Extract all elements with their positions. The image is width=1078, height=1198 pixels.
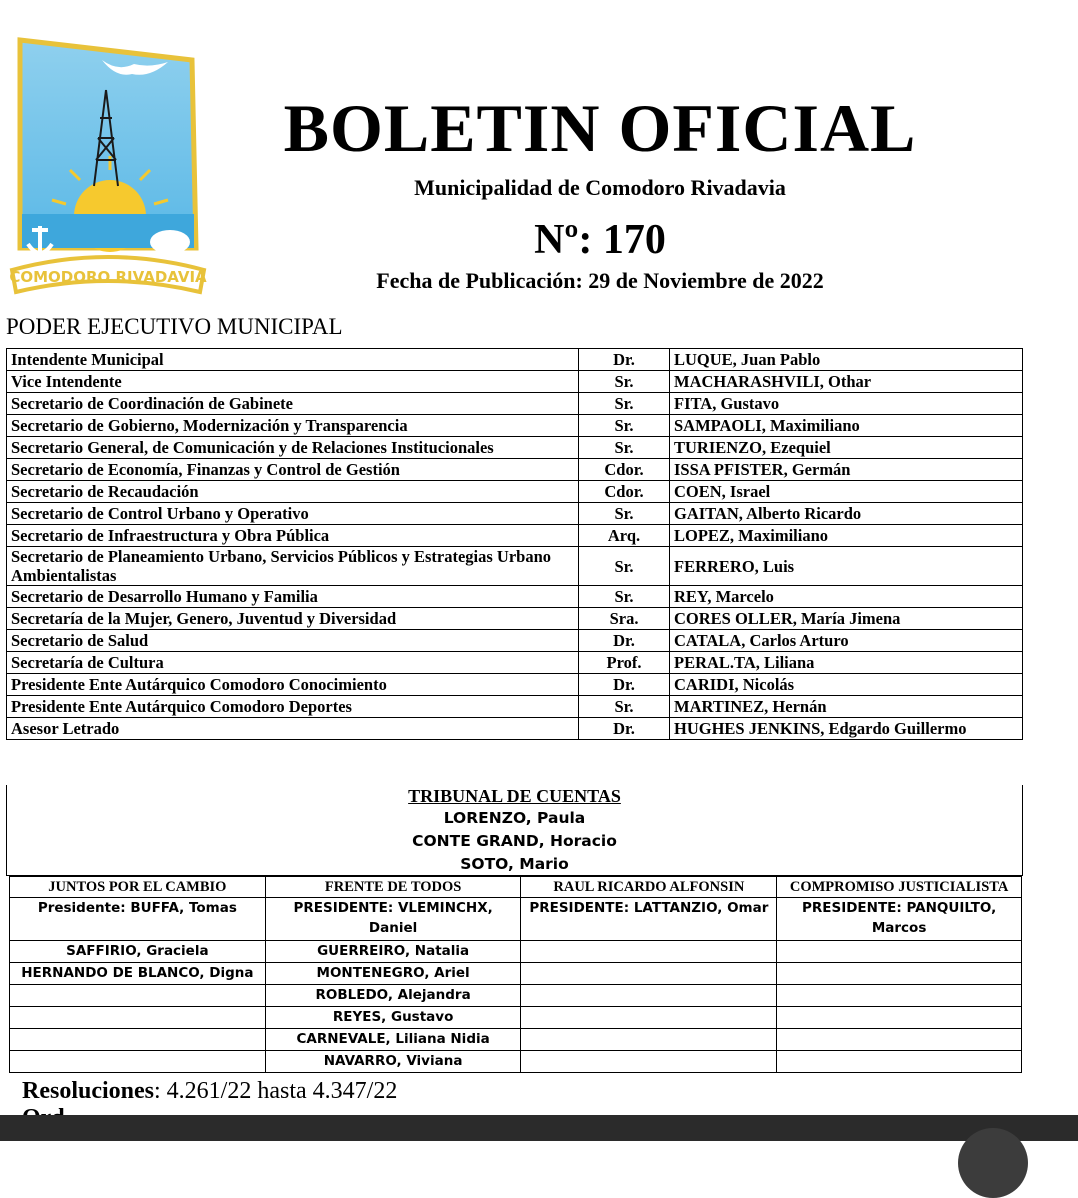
tribunal-member: LORENZO, Paula — [443, 809, 586, 827]
executive-row — [7, 630, 1023, 652]
executive-title: Sr. — [579, 415, 670, 437]
tribunal-title: TRIBUNAL DE CUENTAS — [408, 786, 621, 806]
executive-row — [7, 608, 1023, 630]
bottom-bar — [0, 1115, 1078, 1141]
bloc-member — [521, 1029, 777, 1051]
bloc-member-row — [10, 1007, 1022, 1029]
executive-title: Arq. — [579, 525, 670, 547]
executive-role: Secretario de Coordinación de Gabinete — [7, 393, 579, 415]
municipal-crest-logo — [10, 38, 206, 300]
bloc-header: COMPROMISO JUSTICIALISTA — [777, 877, 1022, 898]
executive-role: Secretario de Desarrollo Humano y Familia — [7, 586, 579, 608]
bloc-member: GUERREIRO, Natalia — [265, 941, 521, 963]
floating-action-circle[interactable] — [958, 1128, 1028, 1198]
executive-name: FERRERO, Luis — [670, 547, 1023, 586]
bloc-header: FRENTE DE TODOS — [265, 877, 521, 898]
publication-date: Fecha de Publicación: 29 de Noviembre de 2022 — [376, 268, 824, 293]
executive-role: Secretaría de Cultura — [7, 652, 579, 674]
bloc-president: Presidente: BUFFA, Tomas — [10, 898, 266, 941]
bloc-member — [777, 1051, 1022, 1073]
executive-row — [7, 696, 1023, 718]
executive-title: Sr. — [579, 437, 670, 459]
section-title: PODER EJECUTIVO MUNICIPAL — [6, 314, 343, 339]
tribunal-de-cuentas — [6, 785, 1023, 876]
executive-row — [7, 525, 1023, 547]
bloc-member — [777, 963, 1022, 985]
resoluciones-value: : 4.261/22 hasta 4.347/22 — [154, 1078, 398, 1104]
tribunal-member: SOTO, Mario — [460, 855, 569, 873]
bloc-header: RAUL RICARDO ALFONSIN — [521, 877, 777, 898]
executive-row — [7, 437, 1023, 459]
executive-name: REY, Marcelo — [670, 586, 1023, 608]
executive-role: Secretario General, de Comunicación y de Relaciones Institucionales — [7, 437, 579, 459]
executive-row — [7, 481, 1023, 503]
executive-role: Asesor Letrado — [7, 718, 579, 740]
bloc-member — [777, 1007, 1022, 1029]
executive-row — [7, 547, 1023, 586]
executive-role: Secretario de Economía, Finanzas y Control de Gestión — [7, 459, 579, 481]
executive-role: Intendente Municipal — [7, 349, 579, 371]
bloc-member-row — [10, 963, 1022, 985]
bloc-member-row — [10, 1029, 1022, 1051]
bloc-member — [521, 985, 777, 1007]
bloc-member — [521, 1051, 777, 1073]
executive-name: CATALA, Carlos Arturo — [670, 630, 1023, 652]
executive-title: Sr. — [579, 586, 670, 608]
executive-title: Sra. — [579, 608, 670, 630]
executive-title: Prof. — [579, 652, 670, 674]
executive-name: TURIENZO, Ezequiel — [670, 437, 1023, 459]
bloc-member-row — [10, 1051, 1022, 1073]
executive-name: GAITAN, Alberto Ricardo — [670, 503, 1023, 525]
executive-name: HUGHES JENKINS, Edgardo Guillermo — [670, 718, 1023, 740]
executive-name: SAMPAOLI, Maximiliano — [670, 415, 1023, 437]
executive-row — [7, 371, 1023, 393]
bloc-member: CARNEVALE, Liliana Nidia — [265, 1029, 521, 1051]
bloc-member — [777, 1029, 1022, 1051]
bulletin-number: Nº: 170 — [534, 217, 666, 263]
executive-row — [7, 718, 1023, 740]
bloc-president: PRESIDENTE: LATTANZIO, Omar — [521, 898, 777, 941]
executive-name: FITA, Gustavo — [670, 393, 1023, 415]
executive-title: Dr. — [579, 718, 670, 740]
bloc-member — [521, 963, 777, 985]
executive-title: Sr. — [579, 393, 670, 415]
executive-name: LUQUE, Juan Pablo — [670, 349, 1023, 371]
executive-role: Secretario de Gobierno, Modernización y Transparencia — [7, 415, 579, 437]
executive-role: Secretario de Control Urbano y Operativo — [7, 503, 579, 525]
executive-title: Dr. — [579, 674, 670, 696]
executive-name: LOPEZ, Maximiliano — [670, 525, 1023, 547]
bloc-member — [10, 1029, 266, 1051]
executive-name: CARIDI, Nicolás — [670, 674, 1023, 696]
executive-title: Sr. — [579, 503, 670, 525]
executive-title: Dr. — [579, 630, 670, 652]
executive-role: Secretario de Salud — [7, 630, 579, 652]
executive-title: Cdor. — [579, 459, 670, 481]
executive-title: Sr. — [579, 696, 670, 718]
executive-row — [7, 393, 1023, 415]
crest-text: COMODORO RIVADAVIA — [9, 268, 207, 286]
bloc-member: NAVARRO, Viviana — [265, 1051, 521, 1073]
executive-role: Secretario de Planeamiento Urbano, Servicios Públicos y Estrategias Urbano Ambientalistas — [7, 547, 579, 586]
bloc-member: REYES, Gustavo — [265, 1007, 521, 1029]
executive-row — [7, 652, 1023, 674]
executive-role: Presidente Ente Autárquico Comodoro Deportes — [7, 696, 579, 718]
municipality-subtitle: Municipalidad de Comodoro Rivadavia — [414, 175, 786, 200]
executive-role: Secretario de Infraestructura y Obra Pública — [7, 525, 579, 547]
bloc-header: JUNTOS POR EL CAMBIO — [10, 877, 266, 898]
bloc-member: ROBLEDO, Alejandra — [265, 985, 521, 1007]
executive-role: Secretario de Recaudación — [7, 481, 579, 503]
executive-row — [7, 415, 1023, 437]
bloc-member — [777, 941, 1022, 963]
executive-title: Sr. — [579, 371, 670, 393]
executive-name: CORES OLLER, María Jimena — [670, 608, 1023, 630]
executive-name: MACHARASHVILI, Othar — [670, 371, 1023, 393]
executive-name: COEN, Israel — [670, 481, 1023, 503]
resoluciones-line — [22, 1078, 397, 1105]
executive-row — [7, 349, 1023, 371]
executive-name: ISSA PFISTER, Germán — [670, 459, 1023, 481]
bulletin-title: BOLETIN OFICIAL — [283, 90, 917, 166]
bloc-member — [10, 1007, 266, 1029]
executive-row — [7, 503, 1023, 525]
bloc-member: MONTENEGRO, Ariel — [265, 963, 521, 985]
bloc-member — [521, 1007, 777, 1029]
executive-role: Vice Intendente — [7, 371, 579, 393]
bloc-member-row — [10, 941, 1022, 963]
tribunal-member: CONTE GRAND, Horacio — [412, 832, 617, 850]
bloc-member-row — [10, 985, 1022, 1007]
bloc-member: SAFFIRIO, Graciela — [10, 941, 266, 963]
executive-title: Cdor. — [579, 481, 670, 503]
executive-table — [6, 348, 1023, 740]
executive-name: PERAL.TA, Liliana — [670, 652, 1023, 674]
bloc-member — [521, 941, 777, 963]
bloc-member: HERNANDO DE BLANCO, Digna — [10, 963, 266, 985]
bloc-member — [777, 985, 1022, 1007]
bloc-member — [10, 985, 266, 1007]
executive-row — [7, 459, 1023, 481]
executive-title: Dr. — [579, 349, 670, 371]
executive-title: Sr. — [579, 547, 670, 586]
executive-row — [7, 586, 1023, 608]
resoluciones-label: Resoluciones — [22, 1078, 154, 1104]
executive-role: Presidente Ente Autárquico Comodoro Conocimiento — [7, 674, 579, 696]
council-blocs-table — [9, 876, 1022, 1073]
executive-name: MARTINEZ, Hernán — [670, 696, 1023, 718]
bloc-member — [10, 1051, 266, 1073]
executive-role: Secretaría de la Mujer, Genero, Juventud y Diversidad — [7, 608, 579, 630]
executive-row — [7, 674, 1023, 696]
bloc-president: PRESIDENTE: VLEMINCHX, Daniel — [265, 898, 521, 941]
bloc-president: PRESIDENTE: PANQUILTO, Marcos — [777, 898, 1022, 941]
